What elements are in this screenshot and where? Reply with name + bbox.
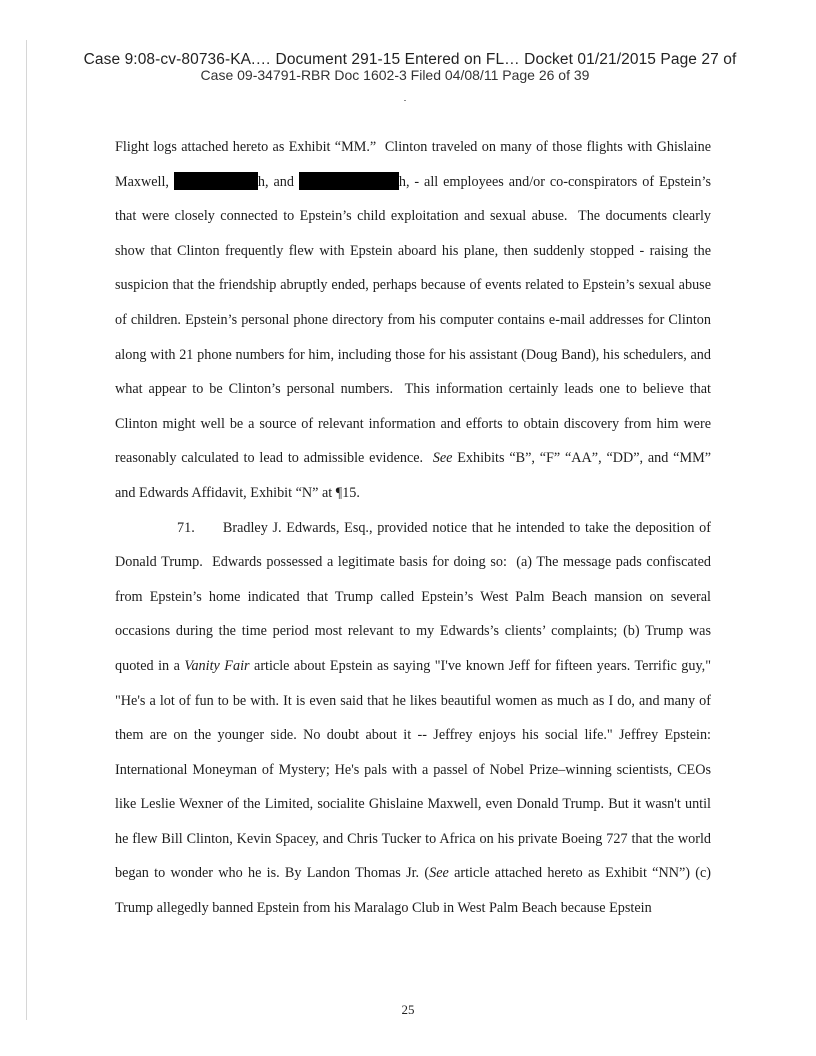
case-header [60, 52, 760, 82]
paragraph-1-text-d: Exhibits “B”, “F” “AA”, “DD”, and “MM” and Edwards Affidavit, Exhibit “N” at ¶15. [115, 450, 715, 501]
paragraph-71-text-a: Bradley J. Edwards, Esq., provided notice that he intended to take the deposition of Donald Trump. Edwards possessed a legitimate basis for doing so: (a) The message pads confiscated from Epstein’s home indicated that Trump called Epstein’s West Palm Beach mansion on several occasions during the time period most relevant to my Edwards’s clients’ complaints; (b) Trump was quoted in a [115, 519, 715, 674]
paragraph-71-text-c: article attached hereto as Exhibit “NN”) (c) Trump allegedly banned Epstein from his Maralago Club in West Palm Beach because Epstein [115, 865, 715, 917]
paragraph-1 [115, 130, 715, 511]
paragraph-number: 71. [177, 519, 195, 536]
vanity-fair-title: Vanity Fair [184, 657, 250, 674]
page-number: 25 [401, 1002, 415, 1017]
paragraph-71 [115, 511, 715, 926]
paragraph-1-text-c: h, - all employees and/or co-conspirators of Epstein’s that were closely connected to Epstein’s child exploitation and sexual abuse. The documents clearly show that Clinton frequently flew with Epstein aboard his plane, then suddenly stopped - raising the suspicion that the friendship abruptly ended, perhaps because of events related to Epstein’s sexual abuse of children. Epstein’s personal phone directory from his computer contains e-mail addresses for Clinton along with 21 phone numbers for him, including those for his assistant (Doug Band), his schedulers, and what appear to be Clinton’s personal numbers. This information certainly leads one to believe that Clinton might well be a source of relevant information and efforts to obtain discovery from him were reasonably calculated to lead to admissible evidence. [115, 173, 715, 467]
paragraph-1-text-b: h, and [257, 173, 299, 190]
paragraph-1-text-a: Flight logs attached hereto as Exhibit “MM.” Clinton traveled on many of those flights with Ghislaine Maxwell, [115, 139, 715, 190]
case-header-line1: Case 9:08-cv-80736-KA.… Document 291-15 Entered on FL… Docket 01/21/2015 Page 27 of [83, 51, 737, 68]
case-header-line2 [30, 68, 760, 82]
paragraph-1-see-signal: See [432, 450, 453, 467]
paragraph-71-see-signal: See [429, 865, 449, 882]
scan-speck [404, 100, 406, 101]
document-body [115, 130, 715, 926]
paragraph-71-text-b: article about Epstein as saying "I've known Jeff for fifteen years. Terrific guy," "He's a lot of fun to be with. It is even said that he likes beautiful women as much as I do, and many of them are on the younger side. No doubt about it -- Jeffrey enjoys his social life." Jeffrey Epstein: International Moneyman of Mystery; He's pals with a passel of Nobel Prize–winning scientists, CEOs like Leslie Wexner of the Limited, socialite Ghislaine Maxwell, even Donald Trump. But it wasn't until he flew Bill Clinton, Kevin Spacey, and Chris Tucker to Africa on his private Boeing 727 that the world began to wonder who he is. By Landon Thomas Jr. ( [115, 657, 715, 882]
case-header-line2-text: Case 09-34791-RBR Doc 1602-3 Filed 04/08/11 Page 26 of 39 [200, 67, 590, 83]
redaction-block-1 [174, 172, 258, 190]
scan-edge-line [26, 40, 27, 1020]
redaction-block-2 [299, 172, 399, 190]
